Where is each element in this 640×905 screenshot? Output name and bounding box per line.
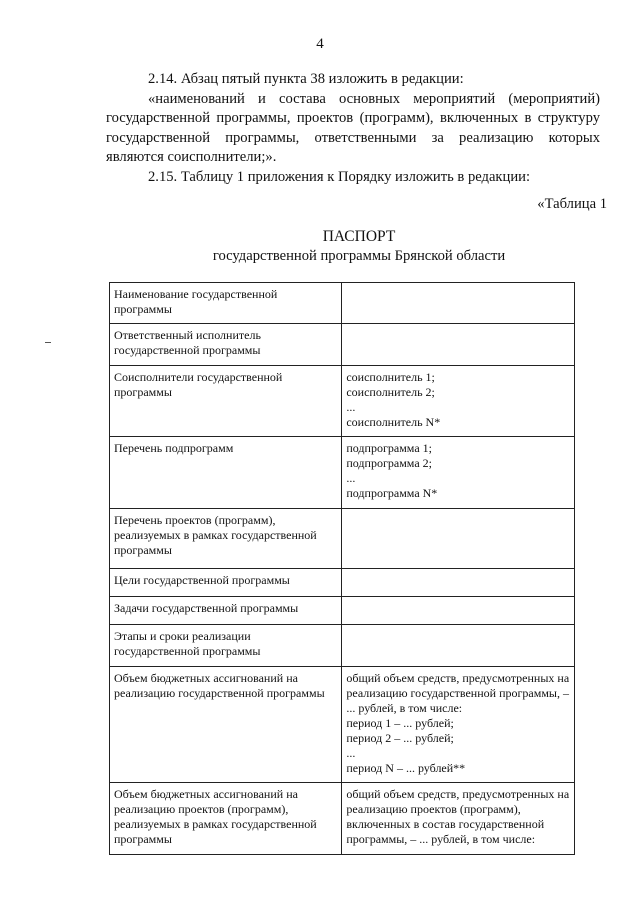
passport-row xyxy=(110,597,575,625)
passport-value-line: общий объем средств, предусмотренных на реализацию государственной программы, – ... рублей, в том числе: xyxy=(346,671,570,715)
passport-value-line: соисполнитель 2; xyxy=(346,385,435,399)
passport-value-line: период N – ... рублей** xyxy=(346,761,466,775)
passport-value-line: ... xyxy=(346,400,356,414)
passport-row-label: Этапы и сроки реализации государственной программы xyxy=(110,625,342,667)
passport-value-line: период 1 – ... рублей; xyxy=(346,716,454,730)
paragraph-2-14: 2.14. Абзац пятый пункта 38 изложить в редакции: xyxy=(148,71,464,87)
passport-row xyxy=(110,783,575,855)
passport-value-line: ... xyxy=(346,471,356,485)
amendment-text xyxy=(106,70,600,187)
passport-row xyxy=(110,509,575,569)
passport-row-label: Объем бюджетных ассигнований на реализацию проектов (программ), реализуемых в рамках государственной программы xyxy=(110,783,342,855)
paragraph-2-15: 2.15. Таблицу 1 приложения к Порядку изложить в редакции: xyxy=(148,168,531,185)
passport-row xyxy=(110,283,575,324)
passport-row-value xyxy=(342,625,575,667)
passport-value-line: общий объем средств, предусмотренных на реализацию проектов (программ), включенных в состав государственной программы, – ... рублей, в том числе: xyxy=(346,787,570,846)
passport-row-label: Объем бюджетных ассигнований на реализацию государственной программы xyxy=(110,667,342,783)
passport-row-value xyxy=(342,324,575,366)
passport-row-label: Ответственный исполнитель государственной программы xyxy=(110,324,342,366)
passport-value-line: ... xyxy=(346,746,356,760)
passport-value-line: период 2 – ... рублей; xyxy=(346,731,454,745)
passport-value-line: подпрограмма 2; xyxy=(346,456,432,470)
passport-row-value xyxy=(342,597,575,625)
passport-row-value xyxy=(342,437,575,509)
passport-row-label: Перечень подпрограмм xyxy=(110,437,342,509)
page-number: 4 xyxy=(316,36,324,52)
passport-row-label: Задачи государственной программы xyxy=(110,597,342,625)
passport-value-line: подпрограмма N* xyxy=(346,486,438,500)
passport-subtitle: государственной программы Брянской области xyxy=(212,248,506,264)
table-reference: «Таблица 1 xyxy=(537,196,607,212)
passport-row-value xyxy=(342,509,575,569)
paragraph-quote: «наименований и состава основных мероприятий (мероприятий) государственной программы, проектов (программ), включенных в структуру государственной программы, ответственными за реализацию которых являются соисполнители;». xyxy=(106,90,600,165)
passport-row-value xyxy=(342,667,575,783)
passport-row xyxy=(110,667,575,783)
passport-title: ПАСПОРТ xyxy=(322,228,396,245)
passport-row-value xyxy=(342,569,575,597)
passport-row-label: Перечень проектов (программ), реализуемых в рамках государственной программы xyxy=(110,509,342,569)
passport-row xyxy=(110,324,575,366)
passport-row xyxy=(110,366,575,437)
passport-row-label: Соисполнители государственной программы xyxy=(110,366,342,437)
margin-mark xyxy=(45,342,51,343)
passport-value-line: подпрограмма 1; xyxy=(346,441,432,455)
passport-row-value xyxy=(342,783,575,855)
passport-row-label: Цели государственной программы xyxy=(110,569,342,597)
passport-value-line: соисполнитель N* xyxy=(346,415,441,429)
passport-row-value xyxy=(342,366,575,437)
passport-row xyxy=(110,437,575,509)
passport-row xyxy=(110,625,575,667)
passport-row-label: Наименование государственной программы xyxy=(110,283,342,324)
passport-row xyxy=(110,569,575,597)
passport-value-line: соисполнитель 1; xyxy=(346,370,435,384)
passport-row-value xyxy=(342,283,575,324)
passport-table xyxy=(109,282,575,855)
